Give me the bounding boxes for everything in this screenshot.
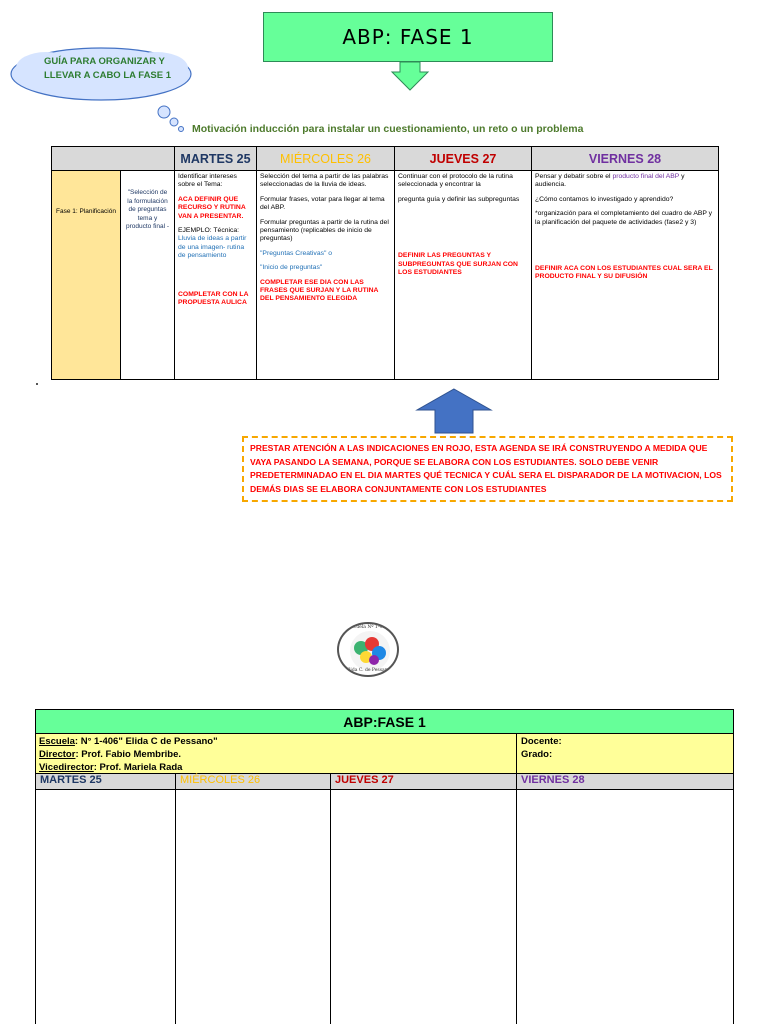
teacher-info xyxy=(517,734,733,773)
instruction-note: PRESTAR ATENCIÓN A LAS INDICACIONES EN ROJO, ESTA AGENDA SE IRÁ CONSTRUYENDO A MEDIDA QUE VAYA PASANDO LA SEMANA, PORQUE SE ELABORA CON LOS ESTUDIANTES. SOLO DEBE VENIR PREDETERMINADAO EN EL DIA MARTES QUÉ TECNICA Y CUÁL SERA EL DISPARADOR DE LA MOTIVACION, LOS DEMÁS DIAS SE ELABORA CONJUNTAMENTE CON LOS ESTUDIANTES xyxy=(242,436,733,502)
jueves-text-2: pregunta guía y definir las subpreguntas xyxy=(398,195,520,203)
agenda-header-blank xyxy=(52,147,175,171)
agenda-header-row xyxy=(52,147,719,171)
sheet-cell-miercoles[interactable] xyxy=(176,790,331,1024)
escuela-value: : N° 1-406" Elida C de Pessano" xyxy=(74,736,218,747)
docente-field: Docente: xyxy=(521,736,562,747)
phase-cell: Fase 1: Planificación xyxy=(52,171,121,380)
sheet-header-viernes: VIERNES 28 xyxy=(521,774,585,786)
agenda-header-martes: MARTES 25 xyxy=(175,147,257,171)
agenda-header-jueves: JUEVES 27 xyxy=(395,147,532,171)
viernes-red-note: DEFINIR ACA CON LOS ESTUDIANTES CUAL SERA EL PRODUCTO FINAL Y SU DIFUSIÓN xyxy=(535,265,713,281)
agenda-table xyxy=(51,146,719,380)
stray-dot xyxy=(36,383,38,385)
sheet-title: ABP:FASE 1 xyxy=(36,710,733,734)
up-arrow-icon xyxy=(415,388,493,434)
viernes-text-3: *organización para el completamiento del cuadro de ABP y la planificación del paquete de actividades (fase2 y 3) xyxy=(535,210,713,226)
subtitle: Motivación inducción para instalar un cuestionamiento, un reto o un problema xyxy=(192,123,584,135)
miercoles-text-2: Formular frases, votar para llegar al tema del ABP. xyxy=(260,195,385,212)
agenda-header-viernes: VIERNES 28 xyxy=(532,147,719,171)
martes-text-2: EJEMPLO: Técnica: xyxy=(178,227,240,235)
viernes-highlight: producto final del ABP xyxy=(612,173,680,180)
agenda-row xyxy=(52,171,719,380)
miercoles-text-1: Selección del tema a partir de las palabras seleccionadas de la lluvia de ideas. xyxy=(260,173,389,189)
viernes-text-1a: Pensar y debatir sobre el xyxy=(535,173,613,180)
martes-technique: Lluvia de ideas a partir de una imagen- rutina de pensamiento xyxy=(178,235,247,260)
vicedirector-line xyxy=(39,761,513,774)
viernes-cell xyxy=(532,171,719,380)
sheet-header-martes: MARTES 25 xyxy=(36,774,176,789)
school-logo xyxy=(337,622,399,677)
martes-text-1: Identificar intereses sobre el Tema: xyxy=(178,173,237,189)
viernes-text-2: ¿Cómo contamos lo investigado y aprendido? xyxy=(535,195,674,203)
sheet-header-miercoles: MIÉRCOLES 26 xyxy=(176,774,331,789)
miercoles-blue-1: "Preguntas Creativas" o xyxy=(260,249,333,257)
miercoles-cell xyxy=(257,171,395,380)
jueves-text-1: Continuar con el protocolo de la rutina seleccionada y encontrar la xyxy=(398,173,513,189)
sheet-header-jueves: JUEVES 27 xyxy=(331,774,517,789)
agenda-header-miercoles: MIÉRCOLES 26 xyxy=(257,147,395,171)
sheet-info xyxy=(36,734,733,774)
sheet-cell-viernes[interactable] xyxy=(517,790,733,1024)
sheet-body-row xyxy=(36,790,733,1024)
jueves-red-note: DEFINIR LAS PREGUNTAS Y SUBPREGUNTAS QUE SURJAN CON LOS ESTUDIANTES xyxy=(398,252,518,277)
planning-sheet xyxy=(35,709,734,1024)
director-label: Director xyxy=(39,749,76,760)
grado-field: Grado: xyxy=(521,749,553,760)
down-arrow-icon xyxy=(390,62,430,92)
step-cell: "Selección de la formulación de preguntas tema y producto final - xyxy=(121,171,175,380)
miercoles-red-note: COMPLETAR ESE DIA CON LAS FRASES QUE SURJAN Y LA RUTINA DEL PENSAMIENTO ELEGIDA xyxy=(260,278,379,303)
logo-bottom-text: Elida C. de Pessano xyxy=(345,668,391,673)
school-info xyxy=(36,734,517,773)
director-line xyxy=(39,748,513,761)
viernes-text-1c: y audiencia. xyxy=(535,173,685,189)
vicedirector-value: : Prof. Mariela Rada xyxy=(93,762,183,773)
escuela-line xyxy=(39,735,513,748)
sheet-cell-jueves[interactable] xyxy=(331,790,517,1024)
vicedirector-label: Vicedirector xyxy=(39,762,94,773)
martes-red-note-1: ACA DEFINIR QUE RECURSO Y RUTINA VAN A PRESENTAR. xyxy=(178,195,246,220)
logo-top-text: Escuela Nº 1-406 xyxy=(348,625,388,630)
sheet-header-row xyxy=(36,774,733,790)
martes-cell xyxy=(175,171,257,380)
miercoles-blue-2: "Inicio de preguntas" xyxy=(260,264,323,272)
page-title: ABP: FASE 1 xyxy=(263,12,553,62)
director-value: : Prof. Fabio Membribe. xyxy=(75,749,181,760)
sheet-cell-martes[interactable] xyxy=(36,790,176,1024)
cloud-guide-text: GUÍA PARA ORGANIZAR Y LLEVAR A CABO LA FASE 1 xyxy=(44,56,172,81)
miercoles-text-3: Formular preguntas a partir de la rutina del pensamiento (replicables de inicio de preguntas) xyxy=(260,218,389,243)
martes-red-note-2: COMPLETAR CON LA PROPUESTA AULICA xyxy=(178,290,249,307)
jueves-cell xyxy=(395,171,532,380)
escuela-label: Escuela xyxy=(39,736,75,747)
viernes-text-1 xyxy=(535,173,715,190)
